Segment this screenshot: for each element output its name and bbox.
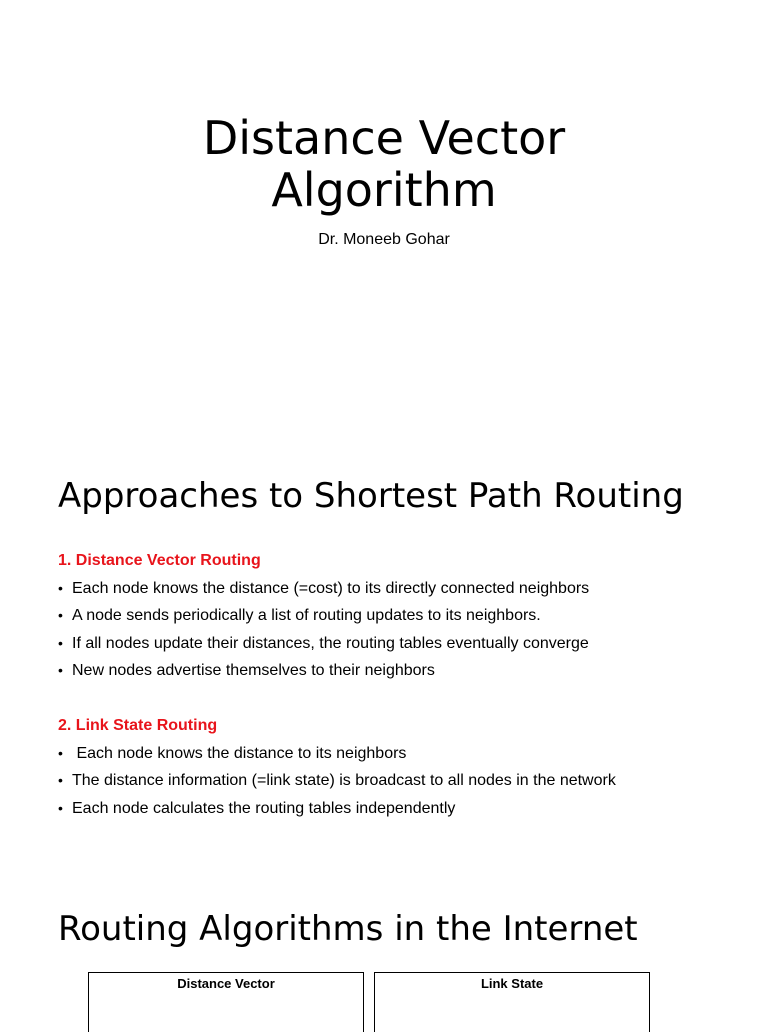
slide-heading: Approaches to Shortest Path Routing — [58, 476, 684, 516]
bullet-icon: • — [58, 580, 63, 596]
presentation-title — [0, 112, 768, 216]
title-line-2: Algorithm — [271, 163, 497, 217]
bullet-text: Each node calculates the routing tables independently — [72, 799, 456, 817]
bullet-text: New nodes advertise themselves to their neighbors — [72, 662, 435, 680]
author-name: Dr. Moneeb Gohar — [318, 231, 450, 248]
column-title: Link State — [480, 976, 544, 991]
title-slide — [0, 0, 768, 440]
bullet-icon: • — [58, 662, 63, 679]
bullet-item — [58, 657, 589, 684]
bullet-text: Each node knows the distance to its neighbors — [72, 745, 407, 762]
bullet-item — [58, 602, 589, 629]
slide-heading: Routing Algorithms in the Internet — [58, 909, 638, 949]
bullet-icon: • — [58, 772, 63, 789]
bullet-item — [58, 740, 616, 767]
bullet-text: If all nodes update their distances, the routing tables eventually converge — [72, 634, 589, 652]
bullet-icon: • — [58, 634, 63, 651]
bullet-text: A node sends periodically a list of routing updates to its neighbors. — [72, 607, 541, 625]
bullet-item — [58, 575, 589, 602]
bullet-item — [58, 795, 616, 822]
bullet-item — [58, 767, 616, 794]
bullet-icon: • — [58, 745, 63, 761]
approaches-slide — [0, 440, 768, 880]
section-label-distance-vector: 1. Distance Vector Routing — [58, 552, 261, 569]
column-box-link-state — [374, 972, 650, 1032]
section-label-link-state: 2. Link State Routing — [58, 717, 218, 734]
bullet-icon: • — [58, 607, 63, 624]
bullet-text: Each node knows the distance (=cost) to its directly connected neighbors — [72, 580, 590, 597]
bullet-text: The distance information (=link state) is broadcast to all nodes in the network — [72, 772, 616, 790]
column-box-distance-vector — [88, 972, 364, 1032]
column-title: Distance Vector — [177, 976, 275, 991]
title-line-1: Distance Vector — [202, 111, 566, 165]
bullet-icon: • — [58, 799, 63, 816]
bullet-item — [58, 630, 589, 657]
link-state-bullets — [58, 740, 616, 822]
distance-vector-bullets — [58, 575, 589, 685]
